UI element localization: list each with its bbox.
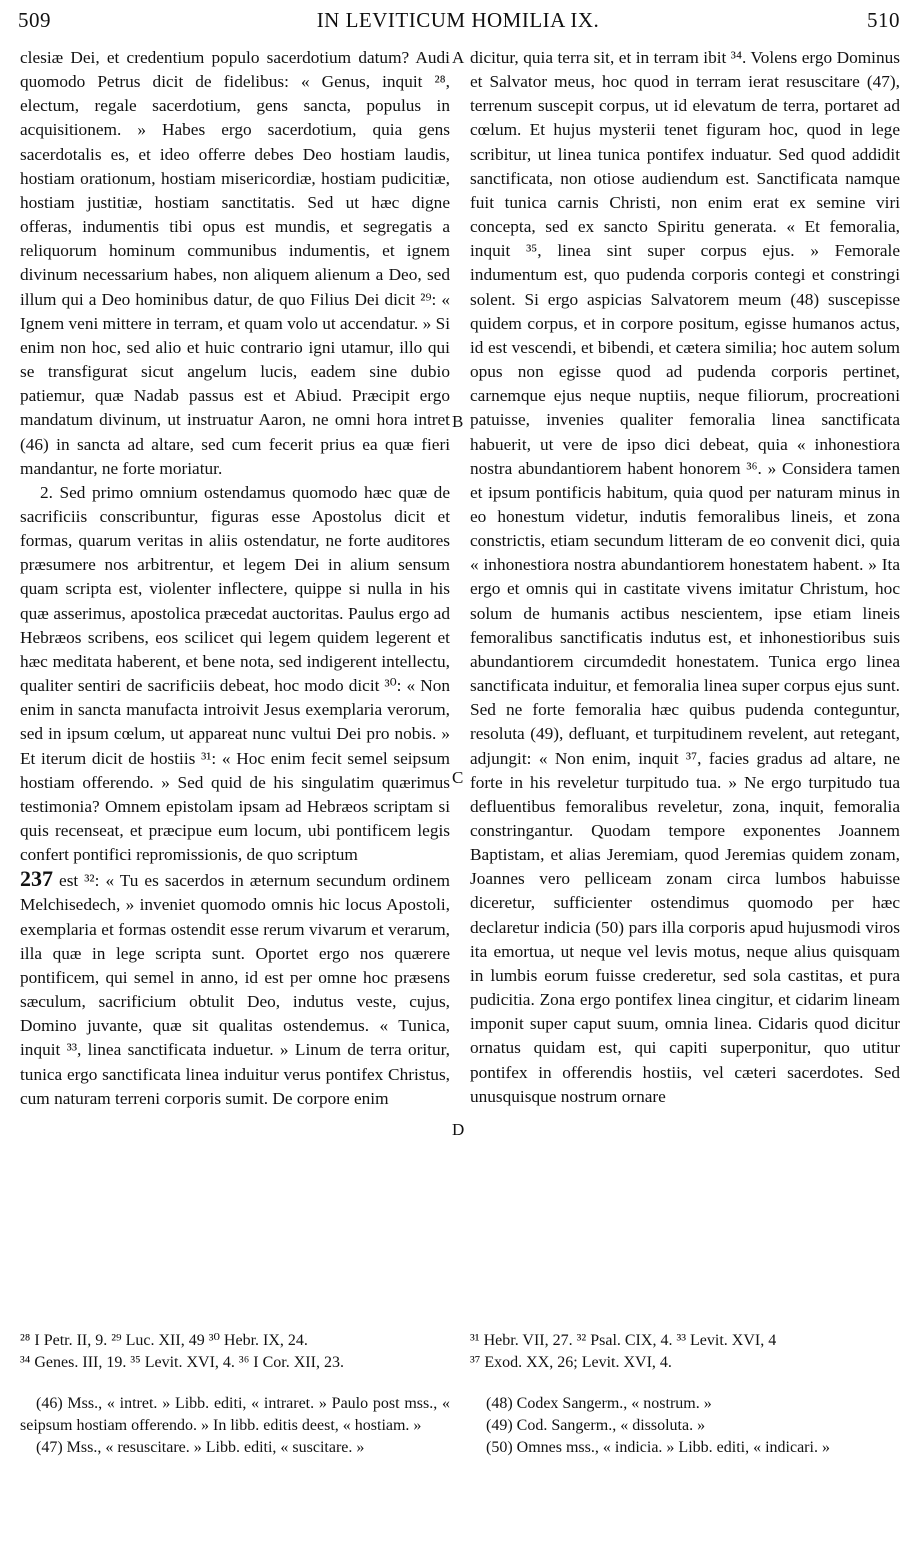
footnote-line: ³⁴ Genes. III, 19. ³⁵ Levit. XVI, 4. ³⁶ I Cor. XII, 23.: [20, 1354, 344, 1371]
margin-letter-c: C: [452, 768, 464, 787]
notes-left: [20, 1393, 450, 1459]
running-title: IN LEVITICUM HOMILIA IX.: [316, 8, 600, 32]
page-number-right: 510: [867, 8, 900, 32]
page-number-left: 509: [18, 8, 51, 32]
footnote-line: ³¹ Hebr. VII, 27. ³² Psal. CIX, 4. ³³ Levit. XVI, 4: [470, 1332, 777, 1349]
left-paragraph-2b-text: est ³²: « Tu es sacerdos in æternum secundum ordinem Melchisedech, » inveniet quomodo omnis hic locus Apostoli, exemplaria et formas ostendit esse rerum vivarum et verarum, illa quæ in lege scripta sunt. Oportet ergo nos quærere pontificem, qui semel in anno, id est per omne hoc præsens sæculum, sacrificium obtulit Deo, indutus veste, cujus, Domino juvante, quæ sit qualitas ostendemus. « Tunica, inquit ³³, linea sanctificata induetur. » Linum de terra oritur, tunica ergo sanctificata linea induitur verus pontifex Christus, cum naturam terreni corporis sumit. De corpore enim: [20, 871, 450, 1108]
note-48: (48) Codex Sangerm., « nostrum. »: [486, 1395, 712, 1412]
footnotes-left: [20, 1330, 460, 1374]
margin-letter-a: A: [452, 48, 465, 67]
footnote-line: ²⁸ I Petr. II, 9. ²⁹ Luc. XII, 49 ³⁰ Hebr. IX, 24.: [20, 1332, 308, 1349]
note-49: (49) Cod. Sangerm., « dissoluta. »: [486, 1417, 706, 1434]
left-paragraph-2b: [20, 867, 450, 1111]
left-column: [20, 46, 450, 1111]
note-47: (47) Mss., « resuscitare. » Libb. editi, « suscitare. »: [36, 1439, 365, 1456]
left-paragraph-1: clesiæ Dei, et credentium populo sacerdotium datum? Audi quomodo Petrus dicit de fidelibus: « Genus, inquit ²⁸, electum, regale sacerdotium, gens sancta, populus in acquisitionem. » Habes ergo sacerdotium, quia gens sacerdotalis es, et ideo offerre debes Deo hostiam laudis, hostiam orationum, hostiam misericordiæ, hostiam pudicitiæ, hostiam justitiæ, hostiam sanctitatis. Sed ut hæc digne offeras, indumentis tibi opus est mundis, et segregatis a reliquorum hominum communibus indumentis, et ignem divinum necessarium habes, non aliquem alienum a Deo, sed illum qui a Deo hominibus datur, de quo Filius Dei dicit ²⁹: « Ignem veni mittere in terram, et quam volo ut accendatur. » Si enim non hoc, sed alio et huic contrario igni utamur, illo qui se transfigurat sicut angelum lucis, eadem sine dubio patiemur, quæ Nadab passus est et Abiud. Præcipit ergo mandatum divinum, ut instruatur Aaron, ne omni hora intret (46) in sancta ad altare, sed cum fecerit prius ea quæ fieri mandantur, ne forte moriatur.: [20, 48, 450, 478]
margin-letter-d: D: [452, 1120, 465, 1139]
page-header: [0, 8, 916, 44]
note-50: (50) Omnes mss., « indicia. » Libb. editi, « indicari. »: [486, 1439, 830, 1456]
margin-letter-b: B: [452, 412, 464, 431]
footnote-line: ³⁷ Exod. XX, 26; Levit. XVI, 4.: [470, 1354, 672, 1371]
right-column: [470, 46, 900, 1109]
column-number: 237: [20, 866, 53, 892]
note-46: (46) Mss., « intret. » Libb. editi, « intraret. » Paulo post mss., « seipsum hostiam offerendo. » In libb. editis deest, « hostiam. »: [20, 1395, 450, 1434]
footnotes-right: [470, 1330, 900, 1374]
right-paragraph-1: dicitur, quia terra sit, et in terram ibit ³⁴. Volens ergo Dominus et Salvator meus, hoc quod in terram ierat resuscitare (47), terrenum suscepit corpus, ut id elevatum de terra, portaret ad cœlum. Et hujus mysterii tenet figuram hoc, quod in lege scribitur, ut linea tunica pontifex induatur. Sed quod addidit sanctificata, non otiose audiendum est. Sanctificata namque fuit tunica carnis Christi, non enim erat ex semine viri concepta, sed ex sancto Spiritu generata. « Et femoralia, inquit ³⁵, linea sint super corpus ejus. » Femorale indumentum est, quo pudenda corporis contegi et constringi solent. Si ergo aspicias Salvatorem meum (48) suscepisse quidem corpus, et in corpore positum, egisse humanos actus, id est vescendi, et bibendi, et cætera similia; hoc autem solum opus non egisse quod ad pudenda corporis pertinet, carnemque ejus neque nuptiis, neque filiorum, procreationi patuisse, invenies qualiter femoralia linea sanctificata habuerit, ut vere de ipso dici debeat, quia « inhonestiora nostra abundantiorem habent honorem ³⁶. » Considera tamen et ipsum pontificis habitum, quia quod per naturam minus in eo honestum videtur, indutis femoralibus lineis, et zona constrictis, etiam secundum litteram de eo convenit dici, quia « inhonestiora nostra abundantiorem honestatem habent. » Ita ergo et omnis qui in castitate vivens imitatur Christum, hoc solum de humanis actibus nescientem, ipse etiam lineis femoralibus sanctificatis indutus est, et inhonestioribus suis abundantiorem circumdedit honestatem. Tunica ergo linea sanctificata induitur, et femoralia linea super corpus ejus sunt. Sed ne forte femoralia hæc quibus pudenda conteguntur, resoluta (49), defluant, et turpitudinem revelent, aut retegant, adjungit: « Non enim, inquit ³⁷, facies gradus ad altare, ne forte in his reveletur turpitudo tua. » Ne ergo turpitudo tua defluentibus femoralibus reveletur, zona, inquit, femoralia constringantur. Quodam tempore exponentes Joannem Baptistam, et alias Jeremiam, quod Jeremias quidem zonam, Joannes vero pelliceam zonam circa lumbos habuisse diceretur, sufficienter ostendimus quomodo per hæc declaretur indicia (50) pars illa corporis apud hujusmodi viros ita emortua, ut neque vel levis motus, neque alius quisquam in lumbis eorum fuisse crederetur, sed sola castitas, et pura pudicitia. Zona ergo pontifex linea cingitur, et cidarim lineam imponit super caput suum, omnia linea. Cidaris quod dicitur ornatus quidam est, qui capiti superponitur, quo utitur pontifex in offerendis hostiis, vel cæteri sacerdotes. Sed unusquisque nostrum ornare: [470, 48, 900, 1106]
left-paragraph-2a: 2. Sed primo omnium ostendamus quomodo hæc quæ de sacrificiis conscribuntur, figuras esse Apostolus dicit et formas, quarum veritas in aliis ostendatur, ne forte auditores præsumere nos arbitrentur, et legem Dei in alium sensum quam scripta est, violenter inflectere, quippe si nulla in his quæ asserimus, apostolica præcedat auctoritas. Paulus ergo ad Hebræos scribens, eos scilicet qui legem quidem legerent et hæc meditata haberent, et bene nota, sed indigerent intellectu, qualiter sentiri de sacrificiis debeat, hoc modo dicit ³⁰: « Non enim in sancta manufacta introivit Jesus exemplaria verorum, sed in ipsum cœlum, ut appareat nunc vultui Dei pro nobis. » Et iterum dicit de hostiis ³¹: « Hoc enim fecit semel seipsum hostiam offerendo. » Sed quid de his singulatim quærimus testimonia? Omnem epistolam ipsam ad Hebræos scriptam si quis recenseat, et præcipue eum locum, ubi pontificem legis confert pontifici repromissionis, de quo scriptum: [20, 482, 450, 865]
notes-right: [470, 1393, 900, 1459]
